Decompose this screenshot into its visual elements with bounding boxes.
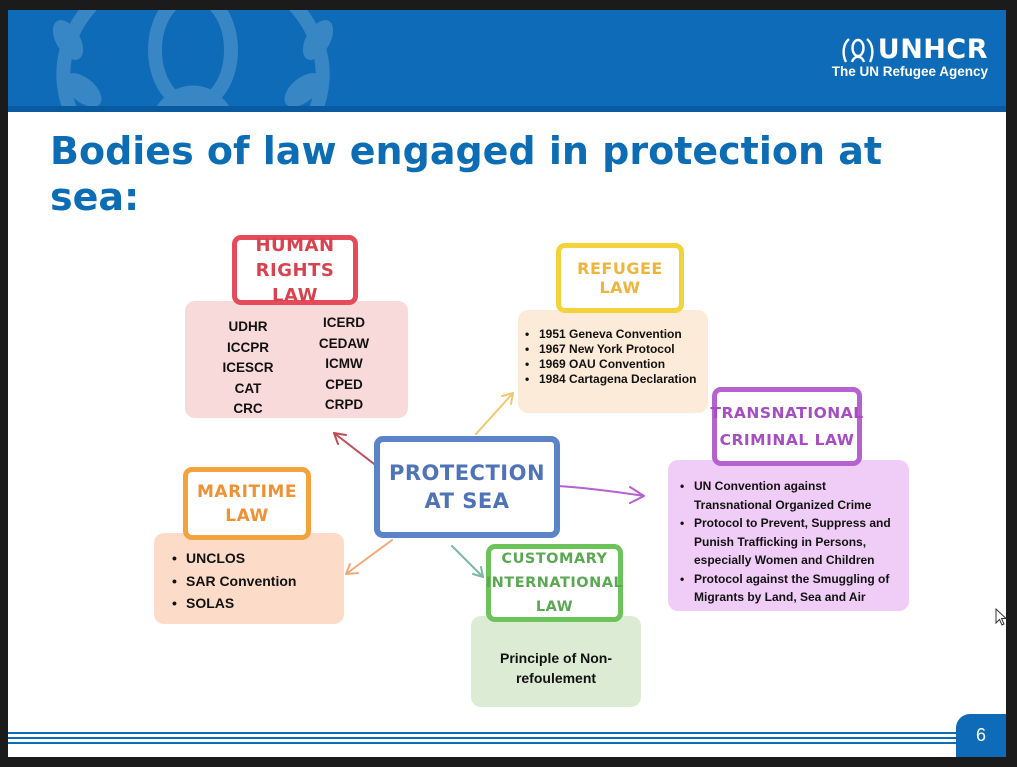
- human-rights-left-column: [213, 317, 283, 420]
- refugee-item-1984: • 1984 Cartagena Declaration: [525, 372, 708, 387]
- arrow-to-refugee: [476, 393, 513, 434]
- maritime-item-sar: • SAR Convention: [172, 570, 344, 593]
- maritime-item-unclos: • UNCLOS: [172, 547, 344, 570]
- hr-item-crc: CRC: [233, 401, 263, 416]
- maritime-content: [154, 533, 344, 624]
- arrow-to-human-rights: [334, 433, 378, 467]
- refugee-item-1969: • 1969 OAU Convention: [525, 357, 708, 372]
- arrow-to-customary: [452, 546, 483, 577]
- hr-item-cat: CAT: [234, 380, 262, 396]
- human-rights-content: [185, 301, 408, 418]
- logo-tagline: The UN Refugee Agency: [831, 64, 988, 79]
- refugee-label: REFUGEE LAW: [556, 243, 684, 313]
- page-number: 6: [956, 714, 1006, 757]
- mouse-cursor-icon: [995, 608, 1007, 626]
- customary-label: CUSTOMARY INTERNATIONAL LAW: [486, 544, 623, 622]
- hr-item-icerd: ICERD: [322, 315, 365, 330]
- customary-text: Principle of Non-refoulement: [500, 650, 612, 686]
- transnational-label: TRANSNATIONAL CRIMINAL LAW: [712, 387, 862, 466]
- slide-title: Bodies of law engaged in protection at sea:: [50, 129, 883, 219]
- maritime-label: MARITIME LAW: [183, 467, 311, 540]
- refugee-content: [518, 310, 708, 413]
- refugee-item-1967: • 1967 New York Protocol: [525, 342, 708, 357]
- transnational-item-smuggling: • Protocol against the Smuggling of Migrants by Land, Sea and Air: [680, 570, 901, 607]
- hr-item-icescr: ICESCR: [222, 360, 274, 375]
- human-rights-label: HUMAN RIGHTS LAW: [232, 235, 358, 305]
- human-rights-right-column: [309, 313, 379, 416]
- hr-item-crpd: CRPD: [324, 397, 364, 412]
- refugee-list: [525, 327, 708, 387]
- hr-item-cped: CPED: [325, 376, 363, 392]
- hr-item-iccpr: ICCPR: [226, 339, 269, 355]
- maritime-list: [172, 547, 344, 615]
- arrow-to-maritime: [346, 540, 392, 574]
- maritime-item-solas: • SOLAS: [172, 592, 344, 615]
- hr-item-cedaw: CEDAW: [318, 335, 370, 351]
- slide: [8, 10, 1006, 757]
- customary-content: [471, 616, 641, 707]
- footer-lines: [8, 732, 956, 746]
- center-protection-at-sea: PROTECTION AT SEA: [374, 436, 560, 538]
- hr-item-udhr: UDHR: [228, 319, 268, 334]
- logo-wordmark: UNHCR: [877, 34, 988, 65]
- transnational-content: [668, 460, 909, 611]
- transnational-list: [680, 477, 901, 607]
- transnational-item-trafficking: • Protocol to Prevent, Suppress and Punish Trafficking in Persons, especially Women and Children: [680, 514, 901, 570]
- transnational-item-untoc: • UN Convention against Transnational Organized Crime: [680, 477, 901, 514]
- refugee-item-1951: • 1951 Geneva Convention: [525, 327, 708, 342]
- hr-item-icmw: ICMW: [325, 356, 363, 371]
